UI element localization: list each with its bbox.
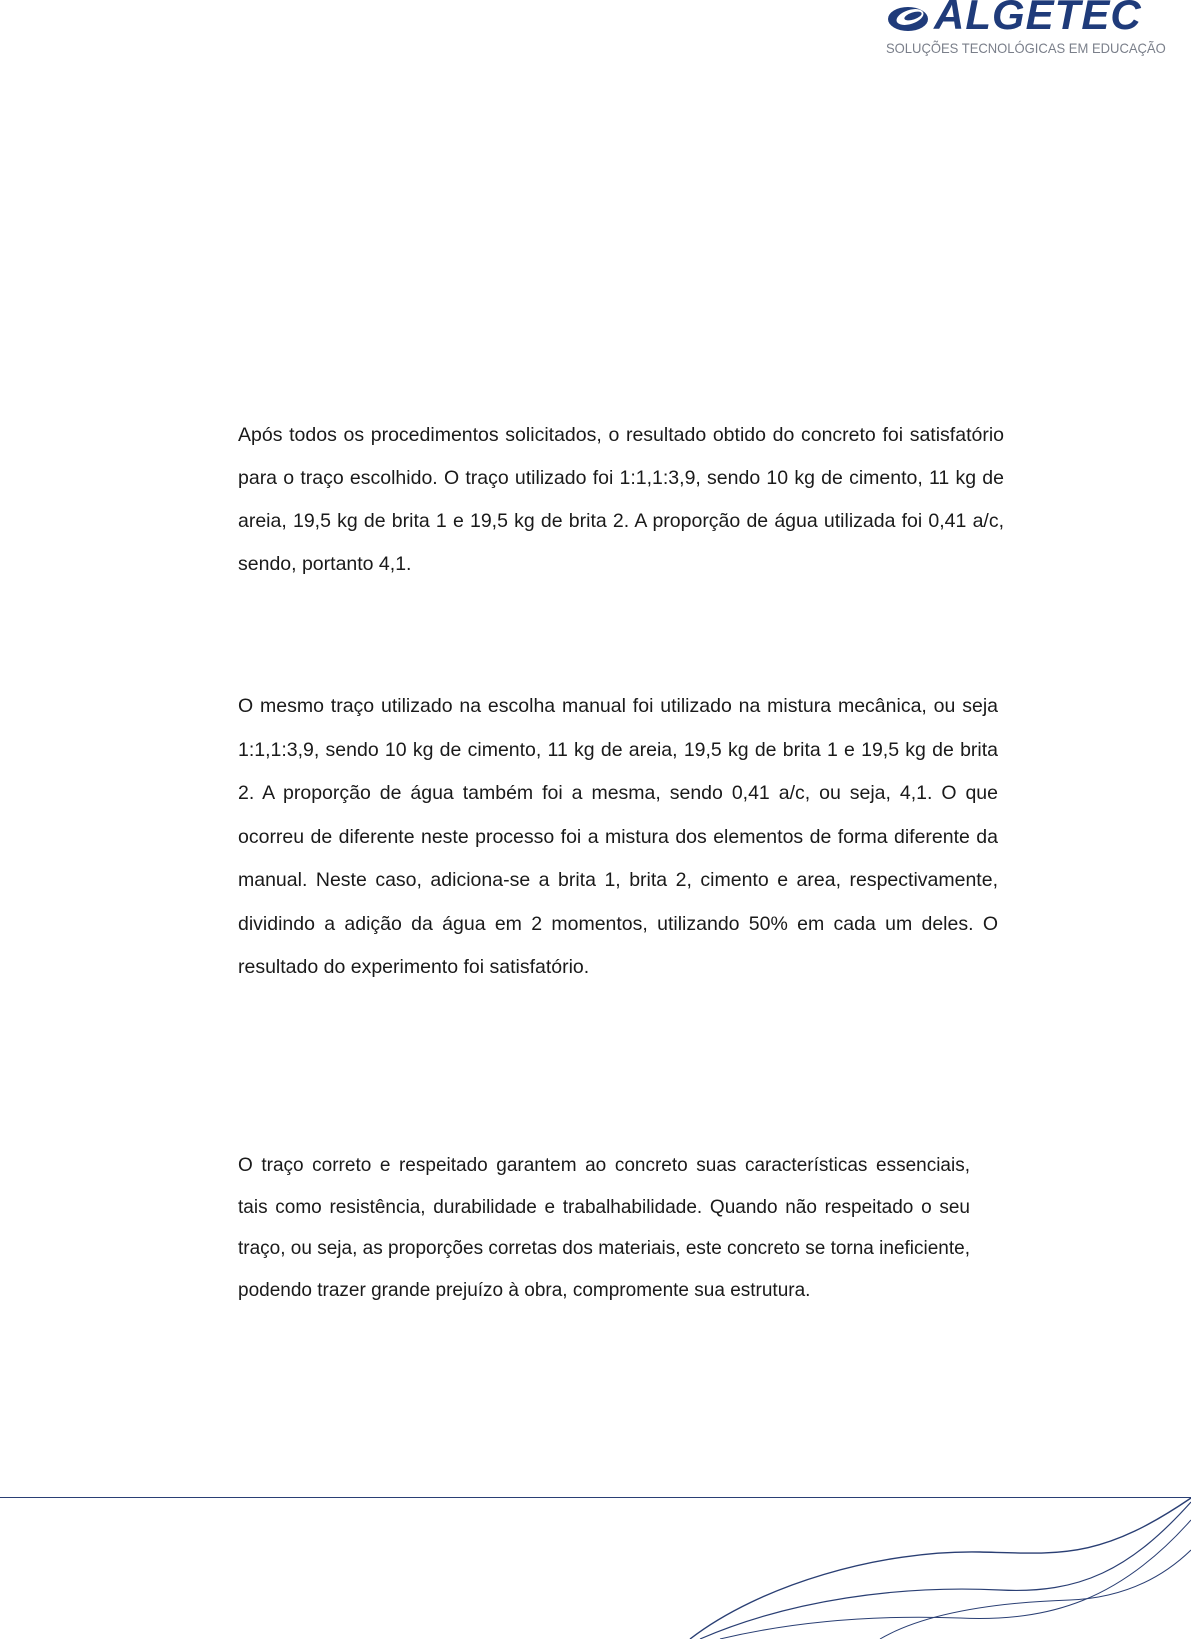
logo-tagline: SOLUÇÕES TECNOLÓGICAS EM EDUCAÇÃO bbox=[886, 40, 1166, 56]
footer-swoosh-decoration bbox=[0, 1490, 1191, 1639]
logo-swirl-icon bbox=[886, 2, 932, 34]
paragraph-2: O mesmo traço utilizado na escolha manual foi utilizado na mistura mecânica, ou seja 1:1,1:3,9, sendo 10 kg de cimento, 11 kg de areia, 19,5 kg de brita 1 e 19,5 kg de brita 2. A proporção de água também foi a mesma, sendo 0,41 a/c, ou seja, 4,1. O que ocorreu de diferente neste processo foi a mistura dos elementos de forma diferente da manual. Neste caso, adiciona-se a brita 1, brita 2, cimento e area, respectivamente, dividindo a adição da água em 2 momentos, utilizando 50% em cada um deles. O resultado do experimento foi satisfatório. bbox=[238, 695, 998, 978]
paragraph-3: O traço correto e respeitado garantem ao concreto suas características essenciais, tais como resistência, durabilidade e trabalhabilidade. Quando não respeitado o seu traço, ou seja, as proporções corretas dos materiais, este concreto se torna ineficiente, podendo trazer grande prejuízo à obra, compromente sua estrutura. bbox=[238, 1155, 970, 1301]
logo-wordmark: ALGETEC bbox=[934, 0, 1142, 38]
paragraph-1: Após todos os procedimentos solicitados, o resultado obtido do concreto foi satisfatório para o traço escolhido. O traço utilizado foi 1:1,1:3,9, sendo 10 kg de cimento, 11 kg de areia, 19,5 kg de brita 1 e 19,5 kg de brita 2. A proporção de água utilizada foi 0,41 a/c, sendo, portanto 4,1. bbox=[238, 424, 1004, 575]
algetec-logo bbox=[886, 0, 1166, 62]
